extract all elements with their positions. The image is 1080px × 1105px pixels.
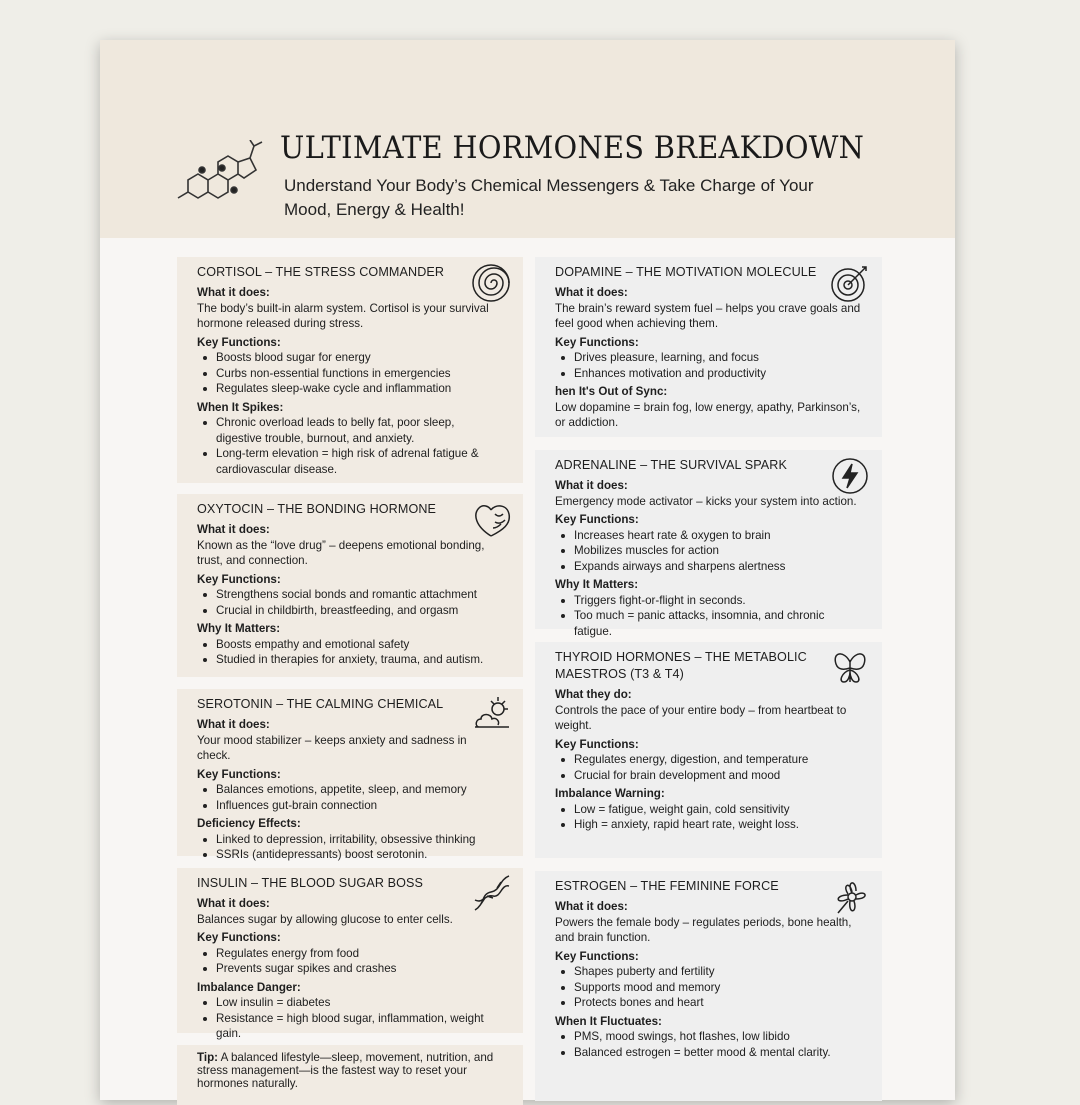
section-label: What it does:: [555, 286, 628, 299]
butterfly-icon: [828, 648, 872, 688]
list-item: PMS, mood swings, hot flashes, low libido: [555, 1029, 862, 1045]
dna-icon: [469, 874, 513, 914]
card-title: DOPAMINE – THE MOTIVATION MOLECULE: [555, 265, 817, 279]
section-text: Emergency mode activator – kicks your system into action.: [555, 494, 857, 508]
section-text: Controls the pace of your entire body – from heartbeat to weight.: [555, 703, 847, 732]
bullet-list: [555, 350, 862, 381]
section-text: The brain’s reward system fuel – helps you crave goals and feel good when achieving them.: [555, 301, 861, 330]
list-item: Triggers fight-or-flight in seconds.: [555, 593, 862, 609]
list-item: Regulates energy from food: [197, 946, 503, 962]
bullet-list: [197, 350, 503, 397]
steroid-molecule-icon: [174, 140, 264, 210]
bullet-list: [197, 995, 503, 1042]
section-label: hen It's Out of Sync:: [555, 385, 668, 398]
section-label: What it does:: [555, 479, 628, 492]
tip-text: A balanced lifestyle—sleep, movement, nutrition, and stress management—is the fastest way to reset your hormones naturally.: [197, 1051, 494, 1090]
list-item: Crucial in childbirth, breastfeeding, and orgasm: [197, 603, 503, 619]
document-page: [100, 40, 955, 1100]
list-item: Chronic overload leads to belly fat, poor sleep, digestive trouble, burnout, and anxiety.: [197, 415, 503, 446]
sun-cloud-icon: [469, 695, 513, 735]
section-label: Key Functions:: [555, 513, 639, 526]
list-item: Regulates energy, digestion, and temperature: [555, 752, 862, 768]
hormone-card-serotonin: [177, 689, 523, 861]
flower-icon: [828, 877, 872, 917]
bullet-list: [555, 593, 862, 640]
hormone-card-thyroid: [535, 642, 882, 858]
list-item: Influences gut-brain connection: [197, 798, 503, 814]
section-text: The body’s built-in alarm system. Cortisol is your survival hormone released during stress.: [197, 301, 489, 330]
section-text: Low dopamine = brain fog, low energy, apathy, Parkinson’s, or addiction.: [555, 400, 861, 429]
hormone-card-cortisol: [177, 257, 523, 483]
section-label: Key Functions:: [555, 949, 639, 963]
list-item: Low = fatigue, weight gain, cold sensitivity: [555, 802, 862, 818]
lightning-icon: [828, 456, 872, 496]
list-item: Drives pleasure, learning, and focus: [555, 350, 862, 366]
bullet-list: [197, 832, 503, 863]
bullet-list: [555, 802, 862, 833]
card-title: THYROID HORMONES – THE METABOLIC MAESTROS (T3 & T4): [555, 650, 807, 681]
list-item: Expands airways and sharpens alertness: [555, 559, 862, 575]
spiral-icon: [469, 263, 513, 303]
list-item: Shapes puberty and fertility: [555, 964, 862, 980]
heart-brain-icon: [469, 500, 513, 540]
card-title: SEROTONIN – THE CALMING CHEMICAL: [197, 697, 444, 711]
section-label: Imbalance Warning:: [555, 787, 665, 800]
card-title: ESTROGEN – THE FEMININE FORCE: [555, 879, 779, 893]
list-item: Balanced estrogen = better mood & mental clarity.: [555, 1045, 862, 1061]
section-text: Your mood stabilizer – keeps anxiety and sadness in check.: [197, 733, 467, 762]
bullet-list: [555, 1029, 862, 1060]
section-label: Imbalance Danger:: [197, 980, 301, 994]
card-title: INSULIN – THE BLOOD SUGAR BOSS: [197, 876, 424, 890]
bullet-list: [555, 528, 862, 575]
list-item: Crucial for brain development and mood: [555, 768, 862, 784]
section-label: What it does:: [197, 523, 270, 536]
section-label: Key Functions:: [197, 931, 281, 944]
hormone-card-adrenaline: [535, 450, 882, 638]
hormone-card-insulin: [177, 868, 523, 1040]
section-label: What it does:: [197, 897, 270, 910]
section-label: When It Fluctuates:: [555, 1014, 662, 1028]
section-label: Key Functions:: [555, 335, 639, 349]
section-label: What it does:: [197, 286, 270, 299]
bullet-list: [197, 587, 503, 618]
list-item: Low insulin = diabetes: [197, 995, 503, 1011]
section-label: What it does:: [555, 900, 628, 913]
list-item: Prevents sugar spikes and crashes: [197, 961, 503, 977]
section-label: When It Spikes:: [197, 400, 284, 414]
section-label: Key Functions:: [197, 767, 281, 781]
card-title: OXYTOCIN – THE BONDING HORMONE: [197, 502, 437, 516]
bullet-list: [555, 752, 862, 783]
tip-box: [177, 1045, 523, 1105]
list-item: Regulates sleep-wake cycle and inflammation: [197, 381, 503, 397]
list-item: Increases heart rate & oxygen to brain: [555, 528, 862, 544]
bullet-list: [197, 782, 503, 813]
list-item: Curbs non-essential functions in emergencies: [197, 366, 503, 382]
list-item: Linked to depression, irritability, obsessive thinking: [197, 832, 503, 848]
section-label: Why It Matters:: [197, 622, 281, 635]
page-title: ULTIMATE HORMONES BREAKDOWN: [280, 130, 865, 166]
section-label: Deficiency Effects:: [197, 817, 301, 830]
card-title: ADRENALINE – THE SURVIVAL SPARK: [555, 458, 787, 472]
list-item: SSRIs (antidepressants) boost serotonin.: [197, 847, 503, 863]
bullet-list: [197, 637, 503, 668]
bullet-list: [197, 415, 503, 477]
hormone-card-dopamine: [535, 257, 882, 437]
list-item: Enhances motivation and productivity: [555, 366, 862, 382]
bullet-list: [197, 946, 503, 977]
section-text: Balances sugar by allowing glucose to enter cells.: [197, 912, 453, 926]
list-item: Mobilizes muscles for action: [555, 543, 862, 559]
tip-label: Tip:: [197, 1051, 219, 1064]
list-item: Too much = panic attacks, insomnia, and chronic fatigue.: [555, 608, 862, 639]
list-item: High = anxiety, rapid heart rate, weight loss.: [555, 817, 862, 833]
section-text: Known as the “love drug” – deepens emotional bonding, trust, and connection.: [197, 538, 485, 567]
section-text: Powers the female body – regulates periods, bone health, and brain function.: [555, 915, 852, 944]
list-item: Boosts empathy and emotional safety: [197, 637, 503, 653]
list-item: Strengthens social bonds and romantic attachment: [197, 587, 503, 603]
section-label: What it does:: [197, 718, 270, 731]
card-title: CORTISOL – THE STRESS COMMANDER: [197, 265, 445, 279]
section-label: Why It Matters:: [555, 578, 639, 591]
hormone-card-estrogen: [535, 871, 882, 1101]
list-item: Protects bones and heart: [555, 995, 862, 1011]
page-subtitle: Understand Your Body’s Chemical Messengers & Take Charge of Your Mood, Energy & Health!: [284, 176, 814, 219]
list-item: Resistance = high blood sugar, inflammation, weight gain.: [197, 1011, 503, 1042]
section-label: Key Functions:: [197, 335, 281, 349]
list-item: Studied in therapies for anxiety, trauma, and autism.: [197, 652, 503, 668]
list-item: Balances emotions, appetite, sleep, and memory: [197, 782, 503, 798]
list-item: Boosts blood sugar for energy: [197, 350, 503, 366]
section-label: Key Functions:: [555, 737, 639, 751]
list-item: Long-term elevation = high risk of adrenal fatigue & cardiovascular disease.: [197, 446, 503, 477]
hormone-card-oxytocin: [177, 494, 523, 677]
list-item: Supports mood and memory: [555, 980, 862, 996]
section-label: What they do:: [555, 688, 632, 701]
section-label: Key Functions:: [197, 572, 281, 586]
target-icon: [828, 263, 872, 303]
bullet-list: [555, 964, 862, 1011]
